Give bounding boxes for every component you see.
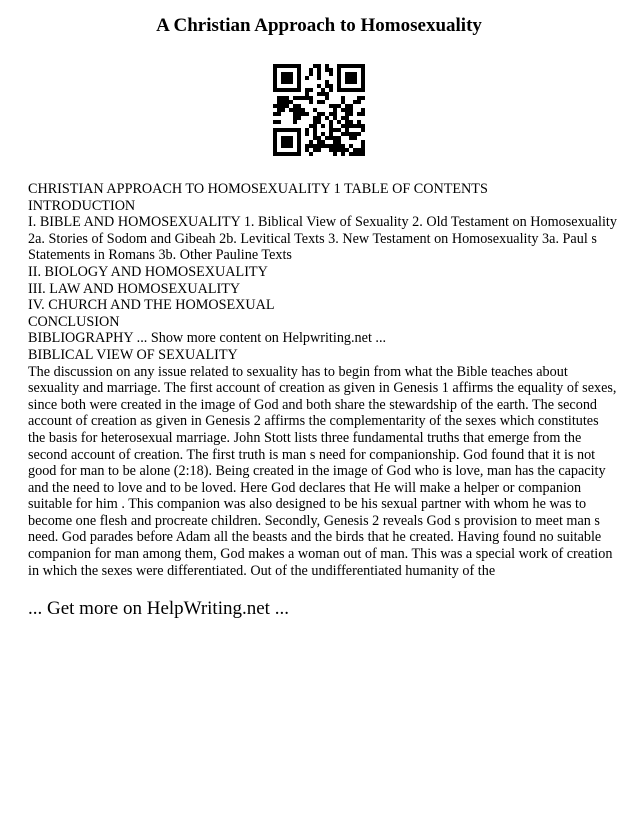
qr-code-icon [273,64,365,156]
document-body [28,181,618,579]
toc-section-3: III. LAW AND HOMOSEXUALITY [28,280,241,297]
toc-heading: CHRISTIAN APPROACH TO HOMOSEXUALITY 1 TABLE OF CONTENTS [28,181,488,197]
get-more-link[interactable]: ... Get more on HelpWriting.net ... [28,598,289,619]
toc-introduction: INTRODUCTION [28,197,136,214]
toc-section-1: I. BIBLE AND HOMOSEXUALITY 1. Biblical View of Sexuality 2. Old Testament on Homosexuality 2a. Stories of Sodom and Gibeah 2b. Levitical Texts 3. New Testament on Homosexuality 3a. Paul s Statements in Romans 3b. Other Pauline Texts [28,214,617,264]
body-paragraph: The discussion on any issue related to sexuality has to begin from what the Bible teaches about sexuality and marriage. The first account of creation as given in Genesis 1 affirms the equality of sexes, since both were created in the image of God and both share the stewardship of the earth. The second account of creation as given in Genesis 2 affirms the complementarity of the sexes which constitutes the basis for heterosexual marriage. John Stott lists three fundamental truths that emerge from the second account of creation. The first truth is man s need for companionship. God found that it is not good for man to be alone (2:18). Being created in the image of God who is love, man has the capacity and the need to love and to be loved. Here God declares that He will make a helper or companion suitable for him . This companion was also designed to be his sexual partner with whom he was to become one flesh and procreate children. Secondly, Genesis 2 reveals God s provision to meet man s need. God parades before Adam all the beasts and the birds that he created. Having found no suitable companion for man among them, God makes a woman out of man. This was a special work of creation in which the sexes were differentiated. Out of the undifferentiated humanity of the [28,363,617,579]
toc-section-4: IV. CHURCH AND THE HOMOSEXUAL [28,297,275,314]
toc-bibliography: BIBLIOGRAPHY ... Show more content on Helpwriting.net ... [28,330,387,347]
page-title: A Christian Approach to Homosexuality [156,15,482,36]
qr-code-graphic [273,64,365,156]
toc-section-2: II. BIOLOGY AND HOMOSEXUALITY [28,263,268,280]
toc-conclusion: CONCLUSION [28,313,120,330]
section-heading: BIBLICAL VIEW OF SEXUALITY [28,346,238,363]
